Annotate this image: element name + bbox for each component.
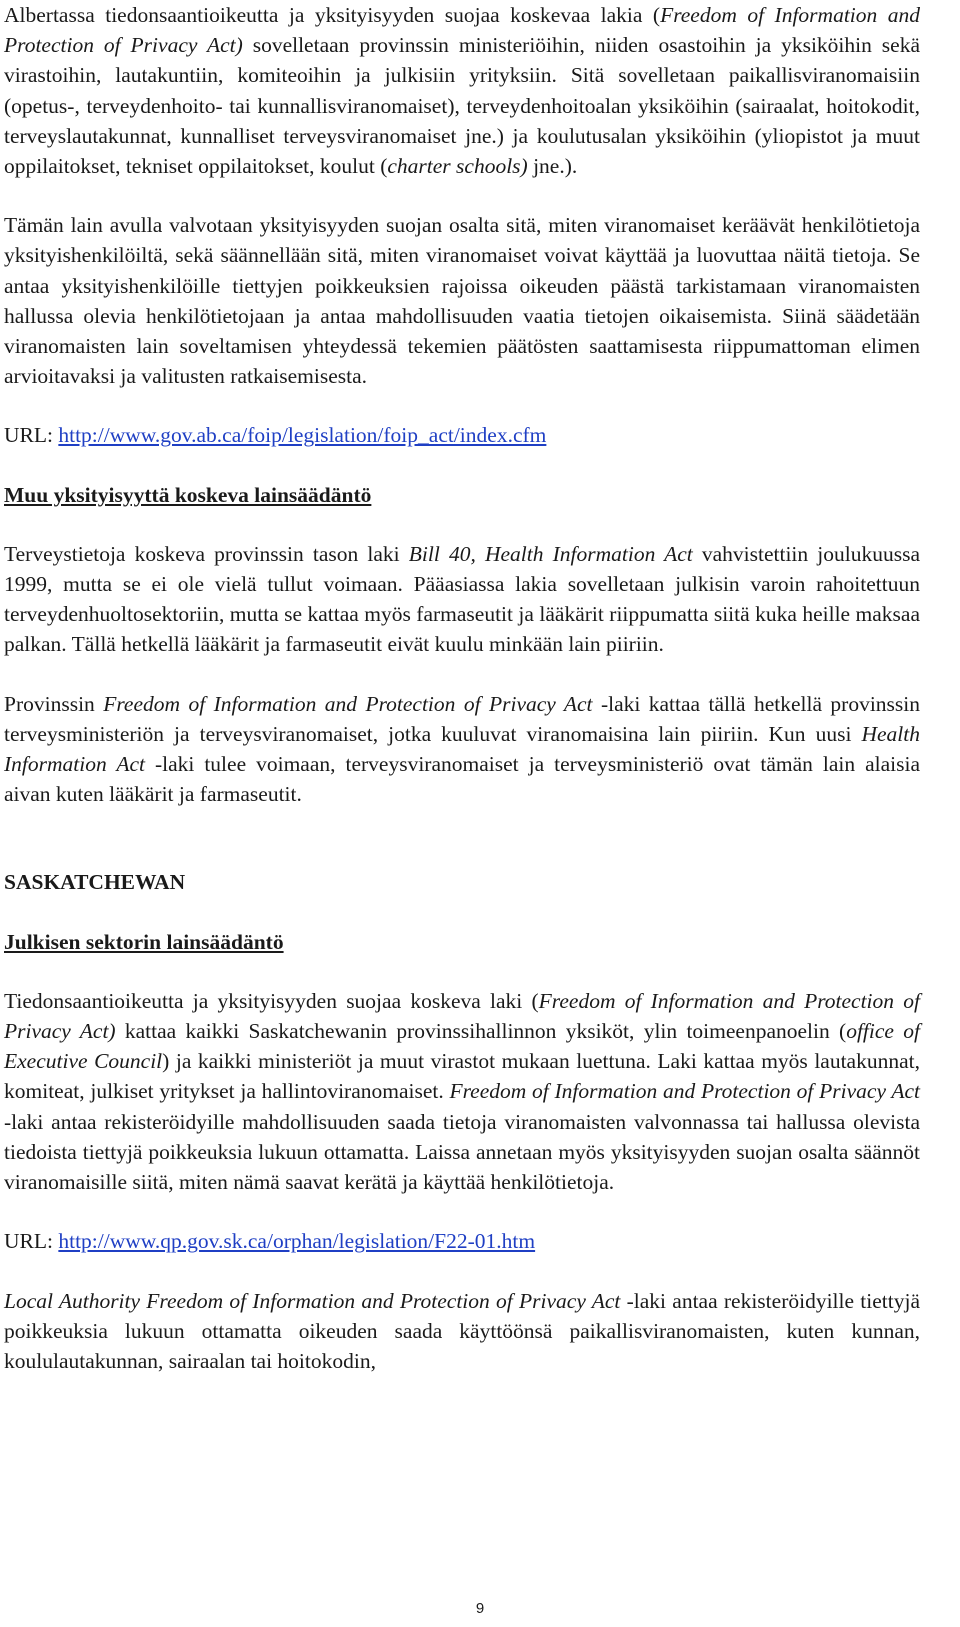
text-run: -laki antaa rekisteröidyille tiettyjä poikkeuksia lukuun ottamatta oikeuden saada käyttöönsä paikallisviranomaisten, kuten kunnan, koululautakunnan, sairaalan tai hoitokodin,: [4, 1288, 920, 1373]
text-run: -laki tulee voimaan, terveysviranomaiset ja terveysministeriö ovat tämän lain alaisia aivan kuten lääkärit ja farmaseutit.: [4, 752, 920, 807]
text-run: Provinssin: [4, 691, 104, 716]
italic-term: charter schools): [387, 154, 528, 179]
section-heading-public-sector-legislation: Julkisen sektorin lainsäädäntö: [4, 929, 284, 954]
text-run: -laki kattaa tällä hetkellä provinssin terveysministeriön ja terveysviranomaiset, jotka kuuluvat viranomaisina lain piiriin. Kun uusi: [4, 691, 920, 746]
url-label: URL:: [4, 1229, 59, 1254]
text-run: sovelletaan provinssin ministeriöihin, niiden osastoihin ja yksiköihin sekä virastoihin, lautakuntiin, komiteoihin ja julkisiin yrityksiin. Sitä sovelletaan paikallisviranomaisiin (opetus-, terveydenhoito- tai kunnallisviranomaiset), terveydenhoitoalan yksiköihin (sairaalat, hoitokodit, terveyslautakunnat, kunnalliset terveysviranomaiset jne.) ja koulutusalan yksiköihin (yliopistot ja muut oppilaitokset, tekniset oppilaitokset, koulut (: [4, 33, 921, 179]
text-run: Tiedonsaantioikeutta ja yksityisyyden suojaa koskeva laki (: [4, 988, 539, 1013]
italic-act-name: Freedom of Information and Protection of Privacy Act: [103, 691, 593, 716]
text-run: -laki antaa rekisteröidyille mahdollisuuden saada tietoja viranomaisten valvonnassa tai hallussa olevista tiedoista tiettyjä poikkeuksia lukuun ottamatta. Laissa annetaan myös yksityisyyden suojan osalta säännöt viranomaisille siitä, miten nämä saavat kerätä ja käyttää henkilötietoja.: [4, 1109, 920, 1195]
paragraph-health-information-bill: [4, 539, 920, 660]
url-line-saskatchewan: [4, 1226, 920, 1256]
text-run: Terveystietoja koskeva provinssin tason laki: [4, 541, 409, 566]
saskatchewan-foip-link[interactable]: http://www.qp.gov.sk.ca/orphan/legislation/F22-01.htm: [58, 1229, 536, 1254]
page-number: 9: [475, 1600, 485, 1617]
paragraph-privacy-oversight: Tämän lain avulla valvotaan yksityisyyden suojan osalta sitä, miten viranomaiset keräävät henkilötietoja yksityishenkilöiltä, sekä säännellään sitä, miten viranomaiset voivat käyttää ja luovuttaa näitä tietoja. Se antaa yksityishenkilöille tiettyjen poikkeuksien rajoissa oikeuden päästä tarkistamaan viranomaisten hallussa olevia henkilötietojaan ja antaa mahdollisuuden vaatia tietojen oikaisemista. Siinä säädetään viranomaisten lain soveltamisen yhteydessä tekemien päätösten saattamisesta riippumattoman elimen arvioitavaksi ja valitusten ratkaisemisesta.: [4, 213, 920, 389]
paragraph-local-authority-foip: [4, 1286, 920, 1377]
paragraph-saskatchewan-foip: [4, 986, 920, 1197]
italic-act-name: Freedom of Information and Protection of Privacy Act: [449, 1079, 920, 1104]
section-heading-other-privacy-legislation: Muu yksityisyyttä koskeva lainsäädäntö: [4, 482, 372, 507]
italic-act-name: Health Information Act: [4, 721, 920, 777]
url-line-alberta: [4, 420, 920, 450]
paragraph-alberta-foip: [4, 0, 920, 181]
text-run: Albertassa tiedonsaantioikeutta ja yksityisyyden suojaa koskevaa lakia (: [4, 3, 661, 27]
document-page: [4, 0, 920, 1376]
text-run: kattaa kaikki Saskatchewanin provinssihallinnon yksiköt, ylin toimeenpanoelin (: [115, 1019, 847, 1044]
url-label: URL:: [4, 423, 59, 448]
italic-act-name: Freedom of Information and Protection of Privacy Act): [4, 3, 921, 58]
text-run: jne.).: [527, 154, 578, 179]
text-run: vahvistettiin joulukuussa 1999, mutta se ei ole vielä tullut voimaan. Pääasiassa lakia sovelletaan julkisin varoin rahoitettuun terveydenhuoltosektoriin, mutta se kattaa myös farmaseutit ja lääkärit riippumatta siitä kuka heille maksaa palkan. Tällä hetkellä lääkärit ja farmaseutit eivät kuulu minkään lain piiriin.: [4, 541, 920, 657]
italic-act-name: Local Authority Freedom of Information and Protection of Privacy Act: [4, 1288, 621, 1313]
province-heading: SASKATCHEWAN: [4, 870, 186, 895]
italic-act-name: Freedom of Information and Protection of Privacy Act): [4, 988, 920, 1044]
text-run: ) ja kaikki ministeriöt ja muut virastot mukaan luettuna. Laki kattaa myös lautakunnat, komiteat, julkiset yritykset ja hallintoviranomaiset.: [4, 1049, 920, 1104]
alberta-foip-link[interactable]: http://www.gov.ab.ca/foip/legislation/foip_act/index.cfm: [58, 423, 547, 448]
paragraph-provincial-foip-health: [4, 689, 920, 810]
italic-term: office of Executive Council: [4, 1019, 920, 1074]
italic-act-name: Bill 40, Health Information Act: [408, 541, 693, 566]
